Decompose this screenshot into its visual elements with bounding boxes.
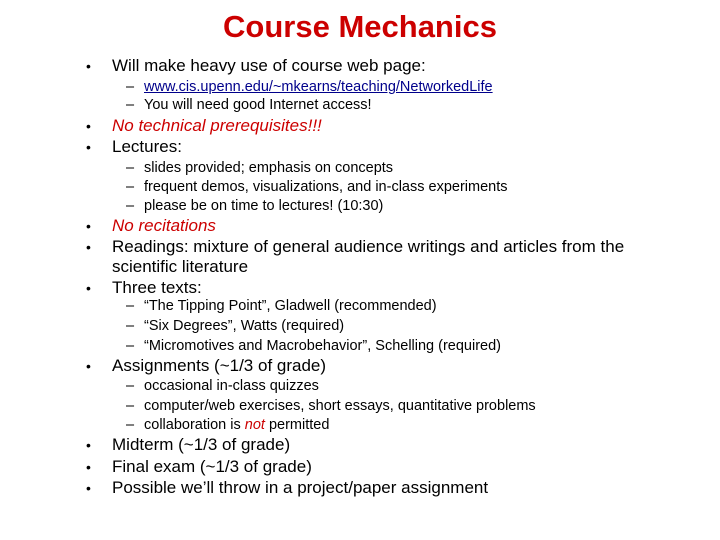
bullet-text: Readings: mixture of general audience writings and articles from the scientific literature (112, 237, 625, 276)
sub-bullet-text: computer/web exercises, short essays, quantitative problems (144, 398, 536, 414)
bullet-marker: • (86, 58, 91, 74)
bullet-text: No recitations (112, 216, 216, 235)
dash-marker: – (126, 79, 135, 95)
sub-bullet-text: “Six Degrees”, Watts (required) (144, 318, 345, 334)
dash-marker: – (126, 198, 135, 214)
bullet-marker: • (86, 358, 91, 374)
sub-bullet-text: “Micromotives and Macrobehavior”, Schelling (required) (144, 338, 501, 354)
dash-marker: – (126, 338, 135, 354)
dash-marker: – (126, 398, 135, 414)
bullet-marker: • (86, 459, 91, 475)
bullet-text: Three texts: (112, 278, 202, 297)
bullet-text: Will make heavy use of course web page: (112, 56, 426, 75)
bullet-text: Final exam (~1/3 of grade) (112, 457, 312, 476)
sub-bullet-text: slides provided; emphasis on concepts (144, 160, 394, 176)
bullet-text: No technical prerequisites!!! (112, 116, 322, 135)
dash-marker: – (126, 298, 135, 314)
sub-bullet-text: “The Tipping Point”, Gladwell (recommended) (144, 298, 437, 314)
slide-title: Course Mechanics (223, 9, 497, 44)
collaboration-pre: collaboration is (144, 417, 245, 433)
dash-marker: – (126, 318, 135, 334)
bullet-marker: • (86, 280, 91, 296)
bullet-marker: • (86, 480, 91, 496)
dash-marker: – (126, 160, 135, 176)
bullet-marker: • (86, 218, 91, 234)
bullet-text: Midterm (~1/3 of grade) (112, 435, 291, 454)
sub-bullet-text: occasional in-class quizzes (144, 378, 319, 394)
sub-bullet-text: please be on time to lectures! (10:30) (144, 198, 384, 214)
bullet-marker: • (86, 118, 91, 134)
course-url-link[interactable]: www.cis.upenn.edu/~mkearns/teaching/NetworkedLife (144, 79, 493, 95)
sub-bullet-text: You will need good Internet access! (144, 97, 372, 113)
dash-marker: – (126, 97, 135, 113)
bullet-marker: • (86, 139, 91, 155)
bullet-text: Assignments (~1/3 of grade) (112, 356, 327, 375)
dash-marker: – (126, 417, 135, 433)
bullet-text: Possible we’ll throw in a project/paper assignment (112, 478, 489, 497)
bullet-text: Lectures: (112, 137, 182, 156)
collaboration-emphasis: not (244, 417, 265, 433)
sub-bullet-text (144, 415, 329, 435)
dash-marker: – (126, 378, 135, 394)
bullet-marker: • (86, 239, 91, 255)
collaboration-post: permitted (264, 417, 330, 433)
sub-bullet-text: frequent demos, visualizations, and in-class experiments (144, 179, 508, 195)
dash-marker: – (126, 179, 135, 195)
bullet-marker: • (86, 437, 91, 453)
